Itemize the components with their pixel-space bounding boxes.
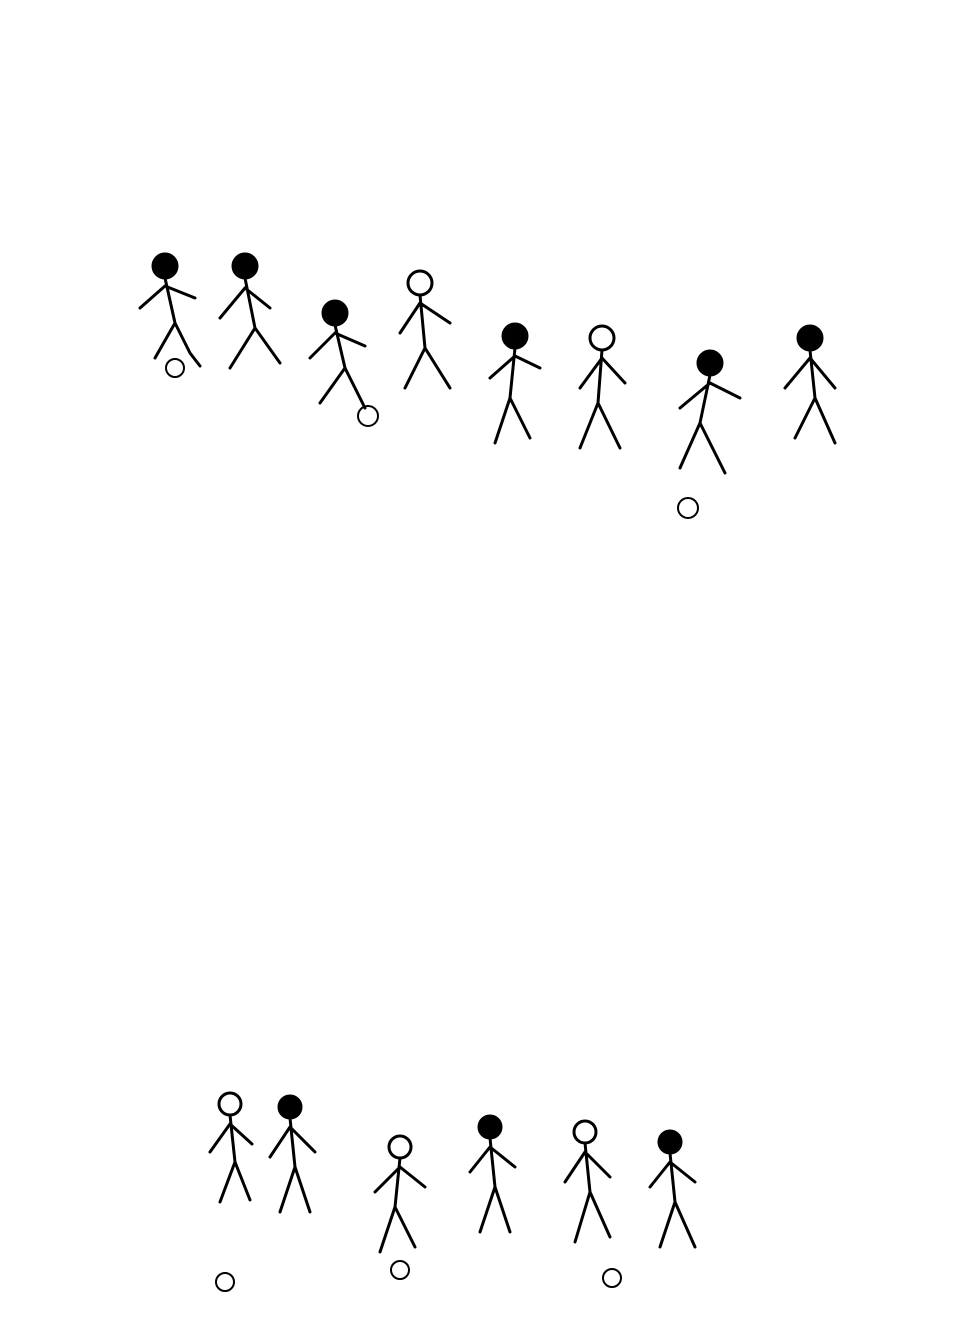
player-figure-icon (310, 301, 365, 408)
border-left (0, 34, 34, 1310)
player-figure-icon (650, 1131, 695, 1247)
player-figure-icon (680, 351, 740, 473)
player-figure-icon (270, 1096, 315, 1212)
ball-icon (678, 498, 698, 518)
illustration-drag-back (190, 1082, 750, 1304)
player-figure-icon (400, 271, 450, 388)
player-figure-icon (580, 326, 625, 448)
illustration-short-dribble (120, 238, 860, 528)
ball-icon (603, 1269, 621, 1287)
player-figure-icon (490, 324, 540, 443)
ball-icon (358, 406, 378, 426)
border-right (926, 34, 960, 1310)
ball-icon (166, 359, 184, 377)
player-figure-icon (470, 1116, 515, 1232)
player-figure-icon (210, 1093, 252, 1202)
player-figure-icon (220, 254, 280, 368)
player-figure-icon (785, 326, 835, 443)
border-top (0, 0, 960, 34)
player-figure-icon (565, 1121, 610, 1242)
ball-icon (216, 1273, 234, 1291)
border-bottom (0, 1310, 960, 1344)
player-figure-icon (375, 1136, 425, 1252)
ball-icon (391, 1261, 409, 1279)
player-figure-icon (140, 254, 200, 366)
